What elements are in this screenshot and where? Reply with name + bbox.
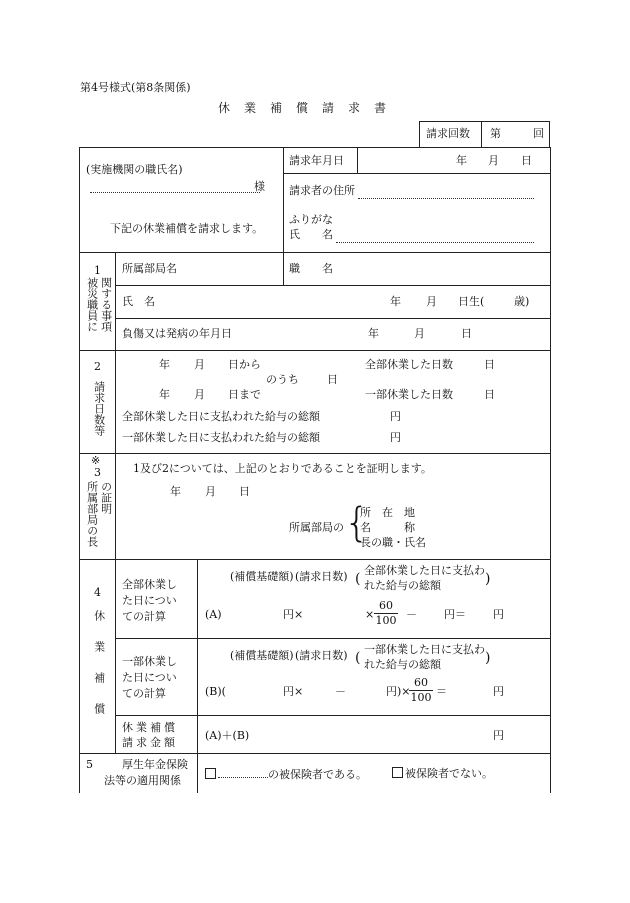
full-pay-label: 全部休業した日に支払われた給与の総額 <box>122 410 320 423</box>
full-yen: 円 <box>493 608 504 621</box>
request-year: 年 <box>456 154 467 167</box>
claimant-name-line <box>336 230 534 243</box>
dob-month: 月 <box>426 295 437 308</box>
section5-heading-line1: 厚生年金保険 <box>122 758 188 771</box>
dept-label: 所属部局名 <box>122 262 177 275</box>
insured-checkbox[interactable] <box>205 768 216 779</box>
full-fraction <box>374 600 398 627</box>
insured-option <box>205 767 367 782</box>
claimant-name-label: 氏 名 <box>289 228 333 241</box>
partial-days-unit: 日 <box>484 388 495 401</box>
addressee-label: (実施機関の職氏名) <box>86 163 183 176</box>
dob-year: 年 <box>390 295 401 308</box>
total-unit: 円 <box>493 729 504 742</box>
full-frac-den: 100 <box>375 614 397 628</box>
section3-number: 3 <box>94 466 101 479</box>
partial-frac-num: 60 <box>414 676 428 689</box>
dept-of-label: 所属部局の <box>289 521 344 534</box>
cert-month: 月 <box>205 485 216 498</box>
full-paren-close: ) <box>485 571 491 587</box>
certification-text: 1及び2については、上記のとおりであることを証明します。 <box>133 462 432 475</box>
not-insured-text: 被保険者でない。 <box>405 767 493 780</box>
section1-number: 1 <box>94 264 101 277</box>
section5-number: 5 <box>86 758 93 771</box>
a-label: (A) <box>205 608 222 621</box>
section4-heading: 休業補償 <box>92 610 106 734</box>
full-days: (請求日数) <box>295 570 348 583</box>
injury-date-label: 負傷又は発病の年月日 <box>122 327 232 340</box>
partial-yen-close-times: 円)× <box>386 685 411 698</box>
not-insured-option <box>392 767 493 781</box>
partial-pay-label: 一部休業した日に支払われた給与の総額 <box>122 431 320 444</box>
location-label: 所 在 地 <box>360 506 415 519</box>
to-month: 月 <box>194 388 205 401</box>
insured-text: の被保険者である。 <box>268 768 367 781</box>
section2-number: 2 <box>94 360 101 373</box>
full-yen-times: 円× <box>283 608 304 621</box>
claimant-furigana: ふりがな <box>289 213 333 226</box>
request-count-suffix: 回 <box>533 127 544 140</box>
of-which: のうち <box>266 373 299 386</box>
addressee-sama: 様 <box>254 180 265 193</box>
section4-number: 4 <box>94 586 101 599</box>
left-brace: { <box>344 500 370 546</box>
partial-eq: ＝ <box>436 685 447 698</box>
head-name-label: 長の職・氏名 <box>360 536 426 549</box>
form-title: 休 業 補 償 請 求 書 <box>218 101 388 115</box>
from-month: 月 <box>194 358 205 371</box>
cert-year: 年 <box>170 485 181 498</box>
dob-age: 歳) <box>514 295 530 308</box>
partial-basis: (補償基礎額) <box>230 649 294 662</box>
partial-fraction <box>409 677 433 704</box>
partial-days: (請求日数) <box>295 649 348 662</box>
request-count-prefix: 第 <box>490 127 501 140</box>
request-count-label: 請求回数 <box>426 127 470 140</box>
to-year: 年 <box>159 388 170 401</box>
partial-frac-den: 100 <box>410 691 432 705</box>
request-statement: 下記の休業補償を請求します。 <box>110 222 264 235</box>
claimant-address-label: 請求者の住所 <box>289 184 355 197</box>
injury-day: 日 <box>461 327 472 340</box>
request-day: 日 <box>521 154 532 167</box>
section3-mark: ※ <box>91 454 101 467</box>
full-times: × <box>365 608 375 621</box>
section1-heading-a: 関する事項 <box>99 277 113 332</box>
partial-paid-label: 一部休業した日に支払われた給与の総額 <box>364 643 485 671</box>
employee-name-label: 氏 名 <box>122 295 155 308</box>
total-formula: (A)＋(B) <box>205 729 250 742</box>
partial-days-label: 一部休業した日数 <box>365 388 453 401</box>
partial-paren-open: ( <box>355 650 361 666</box>
full-paid-label: 全部休業した日に支払われた給与の総額 <box>364 564 485 592</box>
partial-yen-times: 円× <box>283 685 304 698</box>
full-pay-unit: 円 <box>390 410 401 423</box>
dob-day: 日生( <box>458 295 485 308</box>
from-year: 年 <box>159 358 170 371</box>
injury-month: 月 <box>414 327 425 340</box>
full-days-unit: 日 <box>484 358 495 371</box>
full-basis: (補償基礎額) <box>230 570 294 583</box>
injury-year: 年 <box>368 327 379 340</box>
section1-heading-b: 被災職員に <box>85 277 99 332</box>
request-date-label: 請求年月日 <box>289 154 344 167</box>
cert-day: 日 <box>239 485 250 498</box>
partial-pay-unit: 円 <box>390 431 401 444</box>
section3-heading-a: の証明 <box>99 481 113 514</box>
full-calc-label: 全部休業した日についての計算 <box>122 578 177 623</box>
full-paren-open: ( <box>355 571 361 587</box>
partial-calc-label: 一部休業した日についての計算 <box>122 655 177 700</box>
addressee-name-line <box>90 180 260 193</box>
form-number: 第4号様式(第8条関係) <box>80 81 191 94</box>
insurance-type-line <box>218 767 268 778</box>
full-days-label: 全部休業した日数 <box>365 358 453 371</box>
full-minus: － <box>406 608 417 621</box>
claimant-address-line <box>358 186 534 199</box>
name-label: 名 称 <box>360 521 415 534</box>
total-label: 休業補償請求金額 <box>122 721 178 750</box>
b-label: (B)( <box>205 685 226 698</box>
of-which-day: 日 <box>327 373 338 386</box>
full-frac-num: 60 <box>379 599 393 612</box>
not-insured-checkbox[interactable] <box>392 767 403 778</box>
full-yen-eq: 円＝ <box>444 608 466 621</box>
request-month: 月 <box>488 154 499 167</box>
partial-paren-close: ) <box>485 650 491 666</box>
partial-yen: 円 <box>493 685 504 698</box>
position-label: 職 名 <box>289 262 333 275</box>
section2-heading: 請求日数等 <box>92 381 106 436</box>
section5-heading-line2: 法等の適用関係 <box>104 774 181 787</box>
partial-minus: － <box>335 685 346 698</box>
from-day: 日から <box>228 358 261 371</box>
section3-heading-b: 所属部局の長 <box>85 481 99 547</box>
to-day: 日まで <box>228 388 261 401</box>
